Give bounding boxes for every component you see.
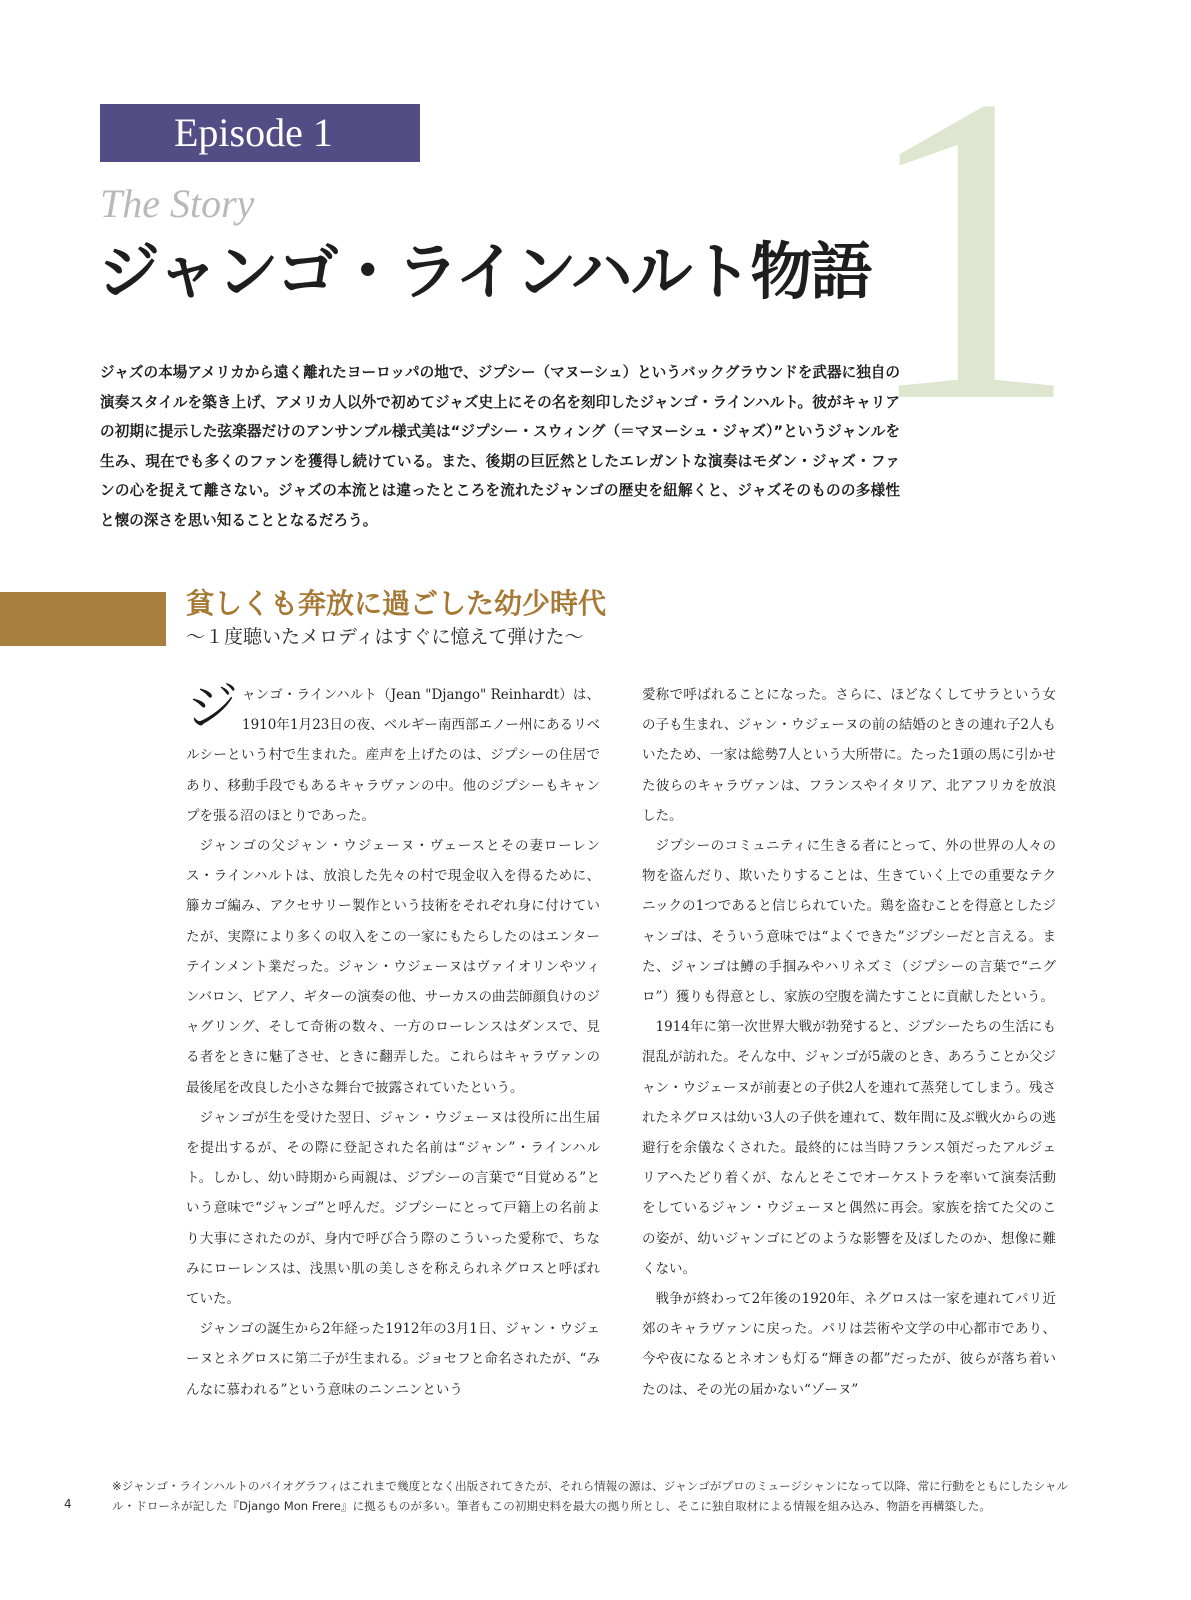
section-subtitle: 〜１度聴いたメロディはすぐに憶えて弾けた〜 xyxy=(186,626,584,648)
drop-cap: ジ xyxy=(186,678,239,738)
body-paragraph: 戦争が終わって2年後の1920年、ネグロスは一家を連れてパリ近郊のキャラヴァンに戻った。パリは芸術や文学の中心都市であり、今や夜になるとネオンも灯る“輝きの都”だったが、彼らが落ち着いたのは、その光の届かない“ゾーヌ” xyxy=(642,1291,1056,1398)
page-title: ジャンゴ・ラインハルト物語 xyxy=(98,235,871,308)
body-paragraph: 愛称で呼ばれることになった。さらに、ほどなくしてサラという女の子も生まれ、ジャン・ウジェーヌの前の結婚のときの連れ子2人もいたため、一家は総勢7人という大所帯に。たった1頭の馬に引かせた彼らのキャラヴァンは、フランスやイタリア、北アフリカを放浪した。 xyxy=(642,687,1056,824)
body-column-right xyxy=(642,680,1056,1405)
section-accent-bar xyxy=(0,592,166,646)
intro-paragraph: ジャズの本場アメリカから遠く離れたヨーロッパの地で、ジプシー（マヌーシュ）というバックグラウンドを武器に独自の演奏スタイルを築き上げ、アメリカ人以外で初めてジャズ史上にその名を刻印したジャンゴ・ラインハルト。彼がキャリアの初期に提示した弦楽器だけのアンサンブル様式美は“ジプシー・スウィング（＝マヌーシュ・ジャズ）”というジャンルを生み、現在でも多くのファンを獲得し続けている。また、後期の巨匠然としたエレガントな演奏はモダン・ジャズ・ファンの心を捉えて離さない。ジャズの本流とは違ったところを流れたジャンゴの歴史を紐解くと、ジャズそのものの多様性と懐の深さを思い知ることとなるだろう。 xyxy=(100,364,900,529)
body-column-left xyxy=(186,680,600,1405)
body-paragraph: ジャンゴの誕生から2年経った1912年の3月1日、ジャン・ウジェーヌとネグロスに第二子が生まれる。ジョセフと命名されたが、“みんなに慕われる”という意味のニンニンという xyxy=(186,1321,600,1398)
episode-label: Episode 1 xyxy=(100,104,420,162)
story-label: The Story xyxy=(100,181,255,226)
section-title: 貧しくも奔放に過ごした幼少時代 xyxy=(186,587,607,620)
body-paragraph: ジプシーのコミュニティに生きる者にとって、外の世界の人々の物を盗んだり、欺いたりすることは、生きていく上での重要なテクニックの1つであると信じられていた。鶏を盗むことを得意としたジャンゴは、そういう意味では“よくできた”ジプシーだと言える。また、ジャンゴは鱒の手掴みやハリネズミ（ジプシーの言葉で“ニグロ”）獲りも得意とし、家族の空腹を満たすことに貢献したという。 xyxy=(642,838,1056,1006)
footnote: ※ジャンゴ・ラインハルトのバイオグラフィはこれまで幾度となく出版されてきたが、それら情報の源は、ジャンゴがプロのミュージシャンになって以降、常に行動をともにしたシャルル・ドローネが記した『Django Mon Frere』に拠るものが多い。筆者もこの初期史料を最大の拠り所とし、そこに独自取材による情報を組み込み、物語を再構築した。 xyxy=(112,1479,1069,1513)
body-paragraph: ジャンゴ・ラインハルト（Jean "Django" Reinhardt）は、1910年1月23日の夜、ベルギー南西部エノー州にあるリベルシーという村で生まれた。産声を上げたのは、ジプシーの住居であり、移動手段でもあるキャラヴァンの中。他のジプシーもキャンプを張る沼のほとりであった。 xyxy=(186,678,600,824)
chapter-numeral: 1 xyxy=(860,6,1080,493)
body-paragraph: ジャンゴの父ジャン・ウジェーヌ・ヴェースとその妻ローレンス・ラインハルトは、放浪した先々の村で現金収入を得るために、籐カゴ編み、アクセサリー製作という技術をそれぞれ身に付けていたが、実際により多くの収入をこの一家にもたらしたのはエンターテインメント業だった。ジャン・ウジェーヌはヴァイオリンやツィンバロン、ピアノ、ギターの演奏の他、サーカスの曲芸師顔負けのジャグリング、そして奇術の数々、一方のローレンスはダンスで、見る者をときに魅了させ、ときに翻弄した。これらはキャラヴァンの最後尾を改良した小さな舞台で披露されていたという。 xyxy=(186,838,600,1096)
body-paragraph: 1914年に第一次世界大戦が勃発すると、ジプシーたちの生活にも混乱が訪れた。そんな中、ジャンゴが5歳のとき、あろうことか父ジャン・ウジェーヌが前妻との子供2人を連れて蒸発してしまう。残されたネグロスは幼い3人の子供を連れて、数年間に及ぶ戦火からの逃避行を余儀なくされた。最終的には当時フランス領だったアルジェリアへたどり着くが、なんとそこでオーケストラを率いて演奏活動をしているジャン・ウジェーヌと偶然に再会。家族を捨てた父のこの姿が、幼いジャンゴにどのような影響を及ぼしたのか、想像に難くない。 xyxy=(642,1019,1056,1277)
body-paragraph: ジャンゴが生を受けた翌日、ジャン・ウジェーヌは役所に出生届を提出するが、その際に登記された名前は“ジャン”・ラインハルト。しかし、幼い時期から両親は、ジプシーの言葉で“目覚める”という意味で“ジャンゴ”と呼んだ。ジプシーにとって戸籍上の名前より大事にされたのが、身内で呼び合う際のこういった愛称で、ちなみにローレンスは、浅黒い肌の美しさを称えられネグロスと呼ばれていた。 xyxy=(186,1109,600,1308)
page-number: 4 xyxy=(64,1497,72,1511)
